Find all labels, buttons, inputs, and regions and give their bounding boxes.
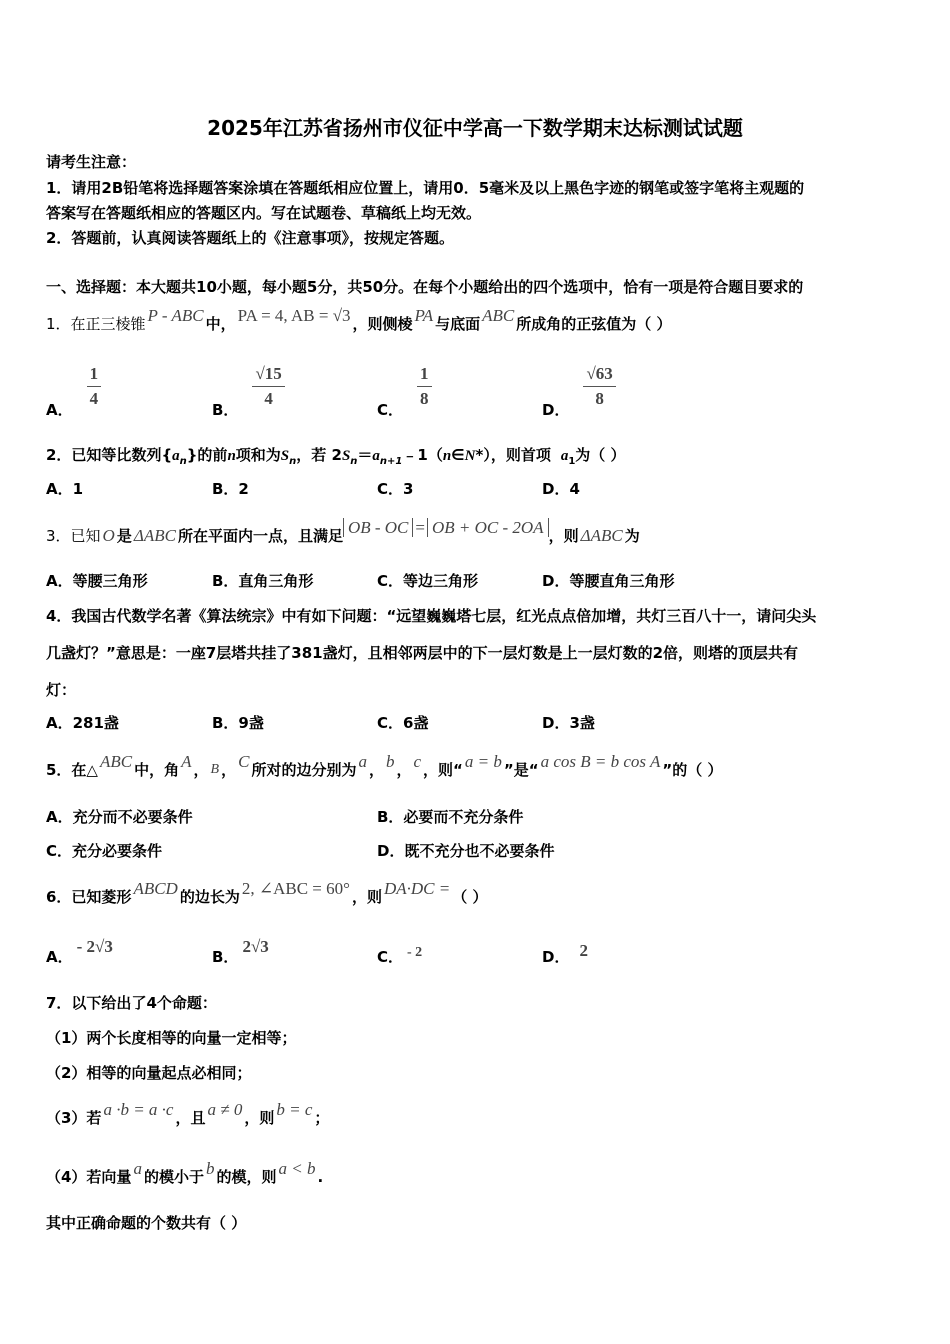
q6-text: ，则 bbox=[351, 888, 382, 906]
q6-math-given: 2, ∠ABC = 60° bbox=[241, 879, 350, 898]
q7-statement-2: （2）相等的向量起点必相同； bbox=[46, 1064, 252, 1082]
notice-heading: 请考生注意： bbox=[46, 153, 137, 171]
q6-option-a-value: - 2√3 bbox=[76, 937, 113, 956]
q1-option-b[interactable]: B． $\frac{√15}{4}$ bbox=[212, 364, 285, 409]
q7-text: ，且 bbox=[175, 1109, 206, 1127]
q1-math-abc: ABC bbox=[482, 306, 515, 325]
q2-option-a[interactable]: A．1 bbox=[46, 480, 84, 498]
q5-math-a: A bbox=[181, 752, 192, 771]
q1-text: 中， bbox=[205, 315, 236, 333]
q7-text: ，则 bbox=[244, 1109, 275, 1127]
q5-option-d[interactable]: D．既不充分也不必要条件 bbox=[377, 842, 555, 860]
q5-math-condition-2: a cos B = b cos A bbox=[540, 752, 661, 771]
q5-text: ，则“ bbox=[423, 761, 463, 779]
q1-text: 所成角的正弦值为（ ） bbox=[516, 315, 672, 333]
q5-text: 中，角 bbox=[134, 761, 180, 779]
q7-math-less: a < b bbox=[278, 1159, 316, 1178]
q7-text: （3）若 bbox=[46, 1109, 102, 1127]
q5-math-b: B bbox=[210, 762, 220, 777]
notice-item-1: 1．请用2B铅笔将选择题答案涂填在答题纸相应位置上，请用0．5毫米及以上黑色字迹的钢笔或签字笔将主观题的 bbox=[46, 179, 805, 197]
q2-text: ，若 2 bbox=[296, 446, 342, 464]
q5-text: ”的（ ） bbox=[662, 761, 723, 779]
q5-text: ， bbox=[368, 761, 384, 779]
question-4-line-3: 灯： bbox=[46, 681, 77, 699]
q5-option-b[interactable]: B．必要而不充分条件 bbox=[377, 808, 524, 826]
q2-var: N bbox=[464, 448, 476, 464]
q3-math-abs-right: OB + OC - 2OA bbox=[427, 518, 549, 537]
q7-math-equal: b = c bbox=[276, 1100, 313, 1119]
q2-sub: n bbox=[179, 456, 187, 467]
q2-text: ﹣1（ bbox=[402, 446, 443, 464]
q2-var: n bbox=[442, 448, 452, 464]
q6-option-c[interactable]: C． - 2 bbox=[377, 945, 423, 966]
q6-math-dot-product: DA·DC = bbox=[383, 879, 451, 898]
question-6 bbox=[46, 879, 488, 907]
q2-var: n bbox=[227, 448, 236, 464]
q2-text: 2．已知等比数列{ bbox=[46, 446, 173, 464]
q5-text: ， bbox=[193, 761, 209, 779]
q1-math-pabc: P - ABC bbox=[147, 306, 204, 325]
q5-option-a[interactable]: A．充分而不必要条件 bbox=[46, 808, 193, 826]
q1-math-given: PA = 4, AB = √3 bbox=[237, 306, 351, 325]
q7-math-nonzero: a ≠ 0 bbox=[207, 1100, 243, 1119]
q7-text: 的模小于 bbox=[143, 1168, 204, 1186]
q2-var: a bbox=[560, 448, 569, 464]
q6-text: 的边长为 bbox=[179, 888, 240, 906]
question-4-line-1: 4．我国古代数学名著《算法统宗》中有如下问题：“远望巍巍塔七层，红光点点倍加增，共灯三百八十一，请问尖头 bbox=[46, 607, 817, 625]
q5-math-side-c: c bbox=[413, 752, 422, 771]
q5-math-c: C bbox=[238, 752, 250, 771]
q3-math-o: O bbox=[102, 526, 115, 545]
q3-text: ，则 bbox=[548, 527, 579, 545]
q2-sub: n bbox=[350, 456, 358, 467]
q2-var: a bbox=[172, 448, 180, 464]
q2-option-d[interactable]: D．4 bbox=[542, 480, 580, 498]
question-2 bbox=[46, 445, 626, 472]
q3-option-c[interactable]: C．等边三角形 bbox=[377, 572, 479, 590]
q6-option-d-value: 2 bbox=[579, 941, 588, 960]
section-heading: 一、选择题：本大题共10小题，每小题5分，共50分。在每个小题给出的四个选项中，恰有一项是符合题目要求的 bbox=[46, 278, 804, 296]
question-5 bbox=[46, 752, 723, 782]
q7-question: 其中正确命题的个数共有（ ） bbox=[46, 1214, 247, 1232]
q3-math-triangle: ΔABC bbox=[580, 526, 623, 545]
q7-statement-1: （1）两个长度相等的向量一定相等； bbox=[46, 1029, 297, 1047]
q3-text: 是 bbox=[116, 527, 132, 545]
q2-text: 项和为 bbox=[235, 446, 281, 464]
q5-text: 所对的边分别为 bbox=[251, 761, 357, 779]
q3-text: 为 bbox=[624, 527, 640, 545]
q6-option-b[interactable]: B．2√3 bbox=[212, 937, 269, 966]
page-title: 2025年江苏省扬州市仪征中学高一下数学期末达标测试试题 bbox=[207, 116, 743, 140]
q2-option-b[interactable]: B．2 bbox=[212, 480, 249, 498]
q7-text: （4）若向量 bbox=[46, 1168, 132, 1186]
q3-option-a[interactable]: A．等腰三角形 bbox=[46, 572, 148, 590]
q6-option-a[interactable]: A．- 2√3 bbox=[46, 937, 113, 966]
q2-option-c[interactable]: C．3 bbox=[377, 480, 414, 498]
q1-math-pa: PA bbox=[414, 306, 434, 325]
q4-option-c[interactable]: C．6盏 bbox=[377, 714, 429, 732]
q6-option-b-value: 2√3 bbox=[242, 937, 269, 956]
q2-text: }的前 bbox=[186, 446, 228, 464]
q5-math-condition-1: a = b bbox=[464, 752, 502, 771]
q6-option-d[interactable]: D． 2 bbox=[542, 941, 588, 966]
q6-option-c-value: - 2 bbox=[407, 945, 423, 960]
q7-statement-3 bbox=[46, 1100, 330, 1128]
question-4-line-2: 几盏灯？”意思是：一座7层塔共挂了381盏灯，且相邻两层中的下一层灯数是上一层灯数的2倍，则塔的顶层共有 bbox=[46, 644, 799, 662]
q2-var: S bbox=[280, 448, 290, 464]
q3-math-triangle: ΔABC bbox=[133, 526, 176, 545]
q2-text: ＝ bbox=[357, 446, 373, 464]
q2-sub: 1 bbox=[568, 456, 576, 467]
q4-option-b[interactable]: B．9盏 bbox=[212, 714, 264, 732]
q1-option-a[interactable]: A． $\frac{1}{4}$ bbox=[46, 364, 101, 409]
q1-text: 与底面 bbox=[435, 315, 481, 333]
q3-math-abs-left: OB - OC bbox=[343, 518, 413, 537]
q5-text: ， bbox=[396, 761, 412, 779]
q7-statement-4 bbox=[46, 1159, 324, 1187]
q5-math-side-b: b bbox=[385, 752, 395, 771]
q2-text: ∈ bbox=[451, 446, 465, 464]
q4-option-d[interactable]: D．3盏 bbox=[542, 714, 595, 732]
q7-math-b: b bbox=[205, 1159, 215, 1178]
q3-text: 所在平面内一点，且满足 bbox=[177, 527, 343, 545]
question-1 bbox=[46, 306, 672, 334]
q6-math-abcd: ABCD bbox=[133, 879, 178, 898]
q7-text: ； bbox=[314, 1109, 330, 1127]
notice-item-1-cont: 答案写在答题纸相应的答题区内。写在试题卷、草稿纸上均无效。 bbox=[46, 204, 482, 222]
q3-option-d[interactable]: D．等腰直角三角形 bbox=[542, 572, 675, 590]
q5-text: ”是“ bbox=[503, 761, 539, 779]
q1-option-d[interactable]: D． $\frac{√63}{8}$ bbox=[542, 364, 616, 409]
question-3 bbox=[46, 518, 640, 546]
notice-item-2: 2．答题前，认真阅读答题纸上的《注意事项》，按规定答题。 bbox=[46, 229, 454, 247]
q1-text: 1．在正三棱锥 bbox=[46, 315, 146, 333]
q3-math-equals: = bbox=[415, 518, 425, 537]
q7-text: . bbox=[317, 1168, 324, 1186]
q6-text: 6．已知菱形 bbox=[46, 888, 132, 906]
q1-text: ，则侧棱 bbox=[352, 315, 413, 333]
q5-text: ， bbox=[221, 761, 237, 779]
q3-text: 3．已知 bbox=[46, 527, 101, 545]
q6-text: （ ） bbox=[452, 888, 488, 906]
q7-math-dot: a ·b = a ·c bbox=[103, 1100, 174, 1119]
q2-sub: n bbox=[289, 456, 297, 467]
q1-option-c[interactable]: C． $\frac{1}{8}$ bbox=[377, 364, 432, 409]
q5-math-abc: ABC bbox=[99, 752, 133, 771]
q2-text: *），则首项 bbox=[475, 446, 551, 464]
q2-var: S bbox=[341, 448, 351, 464]
q5-option-c[interactable]: C．充分必要条件 bbox=[46, 842, 163, 860]
q4-option-a[interactable]: A．281盏 bbox=[46, 714, 119, 732]
q5-text: 5．在△ bbox=[46, 761, 98, 779]
q7-math-a: a bbox=[133, 1159, 142, 1178]
q2-var: a bbox=[372, 448, 380, 464]
q2-sub: n+1 bbox=[379, 456, 403, 467]
q3-option-b[interactable]: B．直角三角形 bbox=[212, 572, 314, 590]
q7-text: 的模，则 bbox=[216, 1168, 277, 1186]
q2-text: 为（ ） bbox=[575, 446, 626, 464]
q5-math-side-a: a bbox=[358, 752, 367, 771]
question-7-intro: 7．以下给出了4个命题： bbox=[46, 994, 217, 1012]
